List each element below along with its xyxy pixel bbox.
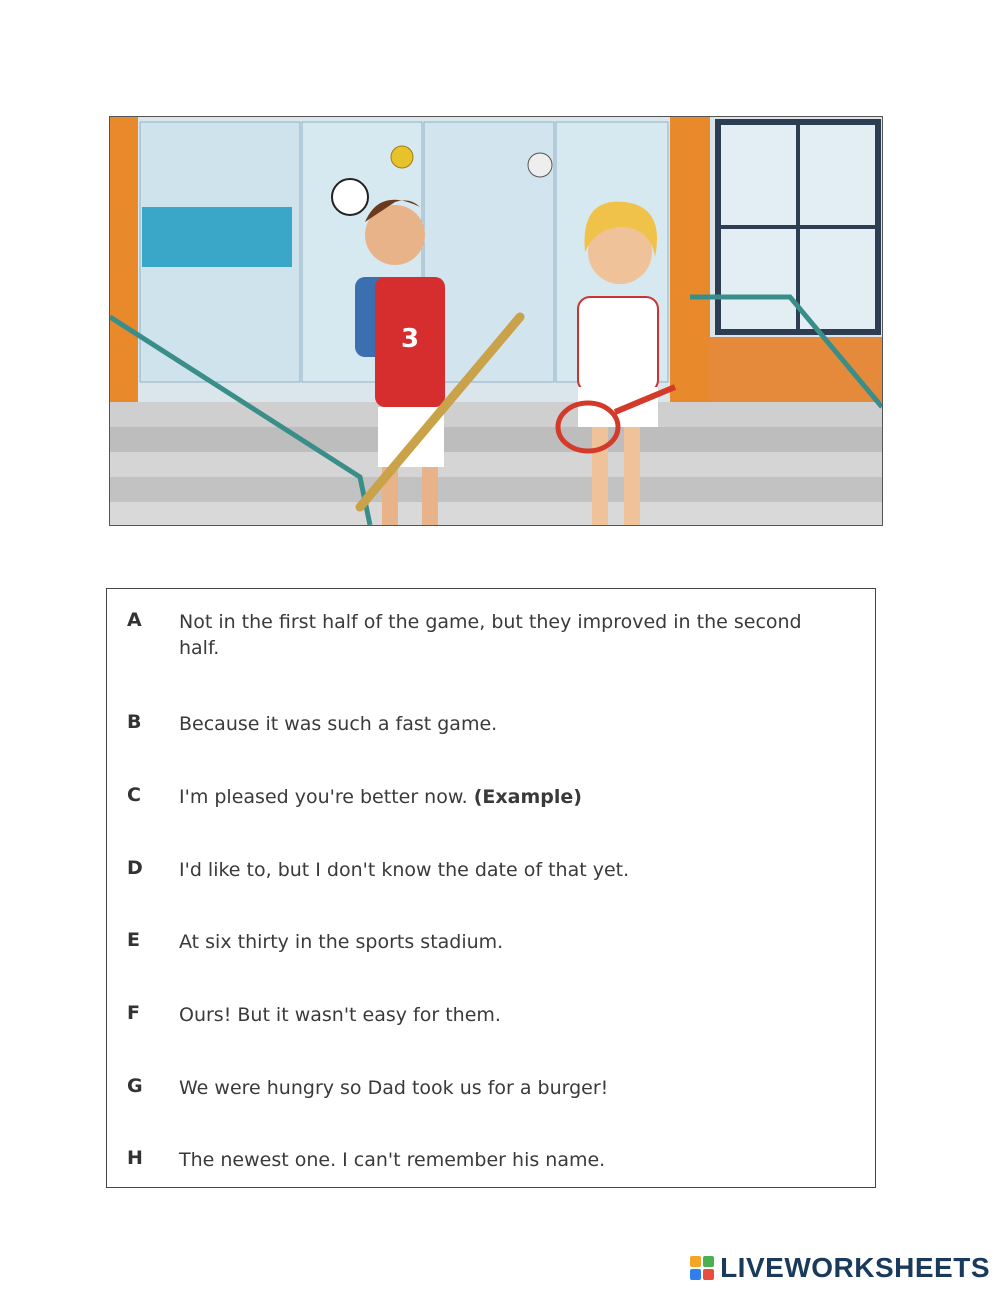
option-text: The newest one. I can't remember his name. — [179, 1149, 606, 1171]
option-text-main: I'm pleased you're better now. — [179, 786, 468, 808]
tennis-ball-icon — [391, 146, 413, 168]
orange-pillar-left — [110, 117, 138, 417]
option-text: I'd like to, but I don't know the date of that yet. — [179, 859, 630, 881]
option-text: At six thirty in the sports stadium. — [179, 931, 504, 953]
logo-square — [690, 1269, 701, 1280]
option-letter: B — [127, 711, 142, 733]
liveworksheets-logo-icon — [690, 1256, 714, 1280]
option-letter: F — [127, 1002, 140, 1024]
swimming-pool — [142, 207, 292, 267]
stairs — [110, 402, 882, 525]
option-letter: G — [127, 1075, 143, 1097]
option-letter: A — [127, 609, 142, 631]
sports-centre-illustration — [109, 116, 883, 526]
illustration-svg — [110, 117, 882, 525]
option-text — [179, 784, 819, 810]
option-letter: E — [127, 929, 140, 951]
clock-icon — [528, 153, 552, 177]
logo-square — [703, 1269, 714, 1280]
option-text: We were hungry so Dad took us for a burger! — [179, 1077, 609, 1099]
liveworksheets-footer — [690, 1252, 990, 1284]
option-text: Ours! But it wasn't easy for them. — [179, 1004, 501, 1026]
liveworksheets-brand: LIVEWORKSHEETS — [720, 1252, 990, 1283]
example-tag: (Example) — [473, 786, 582, 808]
logo-square — [703, 1256, 714, 1267]
football-icon — [332, 179, 368, 215]
option-text: Not in the first half of the game, but they improved in the second half. — [179, 611, 802, 659]
option-letter: D — [127, 857, 143, 879]
logo-square — [690, 1256, 701, 1267]
shirt-number: 3 — [400, 324, 420, 354]
option-text: Because it was such a fast game. — [179, 713, 498, 735]
orange-pillar-right — [670, 117, 710, 417]
answer-options-box — [106, 588, 876, 1188]
option-letter: H — [127, 1147, 143, 1169]
option-letter: C — [127, 784, 141, 806]
